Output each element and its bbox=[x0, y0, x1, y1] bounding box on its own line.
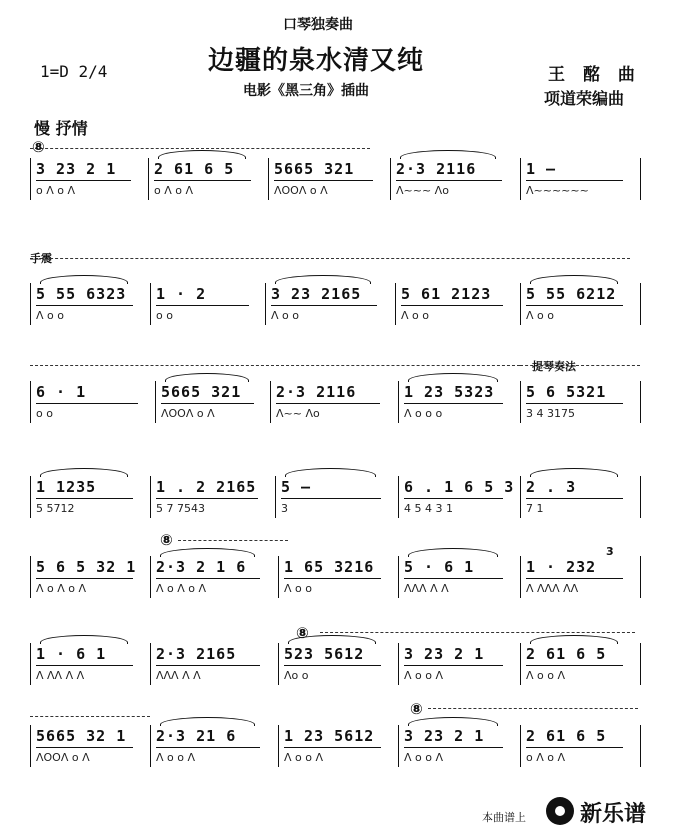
beam-line bbox=[284, 747, 381, 748]
note-group: 2·3 2116 bbox=[396, 160, 477, 178]
technique-marks: Λ~~~ Λο bbox=[396, 184, 449, 197]
note-group: 1 — bbox=[526, 160, 557, 178]
note-group: 2·3 2165 bbox=[156, 645, 237, 663]
note-group: 1 · 232 bbox=[526, 558, 597, 576]
tempo-marking: 慢 抒情 bbox=[34, 119, 88, 138]
technique-marks: ο Λ ο Λ bbox=[36, 184, 75, 197]
note-group: 5665 32 1 bbox=[36, 727, 127, 745]
technique-marks: Λ ο ο Λ bbox=[404, 751, 443, 764]
technique-marks: Λ ΛΛΛ ΛΛ bbox=[526, 582, 579, 595]
technique-marks: 7 1 bbox=[526, 502, 544, 515]
harmonica-technique-label: 提琴奏法 bbox=[532, 360, 576, 373]
beam-line bbox=[274, 180, 373, 181]
barline bbox=[398, 381, 399, 423]
barline bbox=[520, 283, 521, 325]
slur bbox=[530, 635, 618, 644]
note-group: 1 23 5323 bbox=[404, 383, 495, 401]
footer-text: 本曲谱上 bbox=[482, 811, 526, 824]
note-group: 523 5612 bbox=[284, 645, 365, 663]
dashed-line bbox=[30, 148, 370, 149]
slur bbox=[40, 275, 128, 284]
beam-line bbox=[156, 578, 260, 579]
technique-marks: Λο ο bbox=[284, 669, 309, 682]
barline bbox=[390, 158, 391, 200]
technique-marks: ΛΟΟΛ ο Λ bbox=[36, 751, 90, 764]
note-group: 2·3 21 6 bbox=[156, 727, 237, 745]
technique-marks: 3 bbox=[281, 502, 288, 515]
technique-marks: Λ ο ο bbox=[526, 309, 554, 322]
barline bbox=[640, 556, 641, 598]
note-group: 5 · 6 1 bbox=[404, 558, 475, 576]
note-group: 1 23 5612 bbox=[284, 727, 375, 745]
beam-line bbox=[156, 498, 258, 499]
beam-line bbox=[36, 305, 133, 306]
beam-line bbox=[154, 180, 251, 181]
note-group: 5 61 2123 bbox=[401, 285, 492, 303]
barline bbox=[640, 158, 641, 200]
barline bbox=[150, 476, 151, 518]
technique-marks: ο ο bbox=[36, 407, 53, 420]
slur bbox=[530, 275, 618, 284]
barline bbox=[270, 381, 271, 423]
beam-line bbox=[36, 747, 133, 748]
barline bbox=[150, 643, 151, 685]
barline bbox=[30, 556, 31, 598]
beam-line bbox=[526, 578, 623, 579]
dashed-line bbox=[178, 540, 288, 541]
technique-marks: ΛΟΟΛ ο Λ bbox=[274, 184, 328, 197]
beam-line bbox=[404, 403, 503, 404]
subtitle-film: 电影《黑三角》插曲 bbox=[243, 83, 369, 99]
barline bbox=[640, 283, 641, 325]
technique-marks: Λ ο ο Λ bbox=[404, 669, 443, 682]
barline bbox=[640, 643, 641, 685]
beam-line bbox=[156, 305, 249, 306]
slur bbox=[275, 275, 371, 284]
note-group: 5 55 6323 bbox=[36, 285, 127, 303]
technique-marks: 4 5 4 3 1 bbox=[404, 502, 453, 515]
barline bbox=[520, 381, 521, 423]
beam-line bbox=[156, 747, 260, 748]
technique-marks: Λ ΛΛ Λ Λ bbox=[36, 669, 85, 682]
note-group: 2·3 2 1 6 bbox=[156, 558, 247, 576]
technique-marks: ο Λ ο Λ bbox=[154, 184, 193, 197]
barline bbox=[395, 283, 396, 325]
beam-line bbox=[36, 578, 133, 579]
note-group: 1 65 3216 bbox=[284, 558, 375, 576]
barline bbox=[30, 643, 31, 685]
barline bbox=[278, 556, 279, 598]
technique-marks: ΛΟΟΛ ο Λ bbox=[161, 407, 215, 420]
barline bbox=[30, 283, 31, 325]
note-group: 3 23 2 1 bbox=[36, 160, 117, 178]
technique-marks: ο ο bbox=[156, 309, 173, 322]
beam-line bbox=[276, 403, 380, 404]
slur bbox=[408, 373, 498, 382]
beam-line bbox=[36, 498, 133, 499]
beam-line bbox=[284, 665, 381, 666]
barline bbox=[640, 381, 641, 423]
octave-mark: ⑧ bbox=[160, 531, 173, 549]
technique-marks: Λ ο ο Λ bbox=[156, 751, 195, 764]
barline bbox=[398, 643, 399, 685]
note-group: 2 61 6 5 bbox=[154, 160, 235, 178]
note-group: 1 · 2 bbox=[156, 285, 207, 303]
note-group: 5665 321 bbox=[161, 383, 242, 401]
logo-icon bbox=[546, 797, 574, 825]
dashed-line bbox=[30, 365, 520, 366]
slur bbox=[400, 150, 496, 159]
slur bbox=[165, 373, 249, 382]
note-group: 6 · 1 bbox=[36, 383, 87, 401]
technique-marks: 5 5712 bbox=[36, 502, 75, 515]
beam-line bbox=[396, 180, 502, 181]
triplet-mark: 3 bbox=[606, 545, 614, 558]
note-group: 3 23 2 1 bbox=[404, 727, 485, 745]
beam-line bbox=[404, 747, 503, 748]
note-group: 2·3 2116 bbox=[276, 383, 357, 401]
technique-marks: Λ~~ Λο bbox=[276, 407, 320, 420]
barline bbox=[275, 476, 276, 518]
barline bbox=[520, 556, 521, 598]
beam-line bbox=[271, 305, 377, 306]
beam-line bbox=[36, 403, 138, 404]
barline bbox=[520, 158, 521, 200]
logo-text: 新乐谱 bbox=[580, 802, 647, 827]
technique-marks: Λ~~~~~~ bbox=[526, 184, 589, 197]
octave-mark: ⑧ bbox=[32, 138, 45, 156]
hand-vibrato-label: 手震 bbox=[30, 252, 52, 265]
barline bbox=[520, 725, 521, 767]
technique-marks: Λ ο ο Λ bbox=[526, 669, 565, 682]
barline bbox=[640, 725, 641, 767]
dashed-line bbox=[320, 632, 635, 633]
composer: 王 酩 曲 bbox=[548, 65, 641, 85]
slur bbox=[158, 150, 246, 159]
technique-marks: 5 7 7543 bbox=[156, 502, 205, 515]
octave-mark: ⑧ bbox=[410, 700, 423, 718]
beam-line bbox=[404, 578, 503, 579]
note-group: 3 23 2165 bbox=[271, 285, 362, 303]
slur bbox=[160, 548, 255, 557]
barline bbox=[148, 158, 149, 200]
barline bbox=[265, 283, 266, 325]
note-group: 5 — bbox=[281, 478, 312, 496]
beam-line bbox=[526, 403, 623, 404]
note-group: 5 6 5321 bbox=[526, 383, 607, 401]
technique-marks: Λ ο ο bbox=[36, 309, 64, 322]
barline bbox=[150, 556, 151, 598]
barline bbox=[398, 476, 399, 518]
beam-line bbox=[526, 180, 623, 181]
arranger: 项道荣编曲 bbox=[544, 89, 625, 108]
note-group: 3 23 2 1 bbox=[404, 645, 485, 663]
technique-marks: Λ ο ο bbox=[271, 309, 299, 322]
technique-marks: Λ ο ο bbox=[401, 309, 429, 322]
barline bbox=[398, 725, 399, 767]
key-signature: 1=D 2/4 bbox=[40, 62, 108, 81]
barline bbox=[520, 643, 521, 685]
technique-marks: Λ ο Λ ο Λ bbox=[36, 582, 87, 595]
note-group: 1 1235 bbox=[36, 478, 97, 496]
technique-marks: ο Λ ο Λ bbox=[526, 751, 565, 764]
beam-line bbox=[526, 665, 623, 666]
technique-marks: Λ ο Λ ο Λ bbox=[156, 582, 207, 595]
slur bbox=[288, 635, 376, 644]
beam-line bbox=[156, 665, 260, 666]
slur bbox=[285, 468, 376, 477]
barline bbox=[30, 158, 31, 200]
technique-marks: Λ ο ο Λ bbox=[284, 751, 323, 764]
note-group: 2 61 6 5 bbox=[526, 727, 607, 745]
beam-line bbox=[281, 498, 381, 499]
beam-line bbox=[526, 747, 623, 748]
barline bbox=[30, 476, 31, 518]
subtitle-top: 口琴独奏曲 bbox=[283, 17, 353, 33]
dashed-line bbox=[30, 258, 630, 259]
slur bbox=[408, 548, 498, 557]
note-group: 1 · 6 1 bbox=[36, 645, 107, 663]
octave-mark: ⑧ bbox=[296, 624, 309, 642]
slur bbox=[408, 717, 498, 726]
technique-marks: 3 4 3175 bbox=[526, 407, 575, 420]
note-group: 5 55 6212 bbox=[526, 285, 617, 303]
dashed-line bbox=[428, 708, 638, 709]
technique-marks: ΛΛΛ Λ Λ bbox=[156, 669, 201, 682]
barline bbox=[268, 158, 269, 200]
beam-line bbox=[526, 305, 623, 306]
barline bbox=[30, 381, 31, 423]
barline bbox=[640, 476, 641, 518]
note-group: 2 61 6 5 bbox=[526, 645, 607, 663]
page-title: 边疆的泉水清又纯 bbox=[208, 46, 425, 76]
barline bbox=[30, 725, 31, 767]
beam-line bbox=[526, 498, 623, 499]
technique-marks: Λ ο ο bbox=[284, 582, 312, 595]
barline bbox=[278, 725, 279, 767]
beam-line bbox=[401, 305, 503, 306]
note-group: 6 . 1 6 5 3 bbox=[404, 478, 515, 496]
technique-marks: ΛΛΛ Λ Λ bbox=[404, 582, 449, 595]
note-group: 1 . 2 2165 bbox=[156, 478, 257, 496]
beam-line bbox=[161, 403, 254, 404]
beam-line bbox=[36, 665, 133, 666]
slur bbox=[530, 468, 618, 477]
barline bbox=[150, 283, 151, 325]
dashed-line bbox=[30, 716, 150, 717]
beam-line bbox=[404, 498, 503, 499]
slur bbox=[160, 717, 255, 726]
beam-line bbox=[284, 578, 381, 579]
slur bbox=[40, 468, 128, 477]
note-group: 2 . 3 bbox=[526, 478, 577, 496]
barline bbox=[155, 381, 156, 423]
note-group: 5 6 5 32 1 bbox=[36, 558, 137, 576]
barline bbox=[278, 643, 279, 685]
barline bbox=[520, 476, 521, 518]
barline bbox=[398, 556, 399, 598]
beam-line bbox=[36, 180, 131, 181]
barline bbox=[150, 725, 151, 767]
beam-line bbox=[404, 665, 503, 666]
note-group: 5665 321 bbox=[274, 160, 355, 178]
technique-marks: Λ ο ο ο bbox=[404, 407, 443, 420]
slur bbox=[40, 635, 128, 644]
